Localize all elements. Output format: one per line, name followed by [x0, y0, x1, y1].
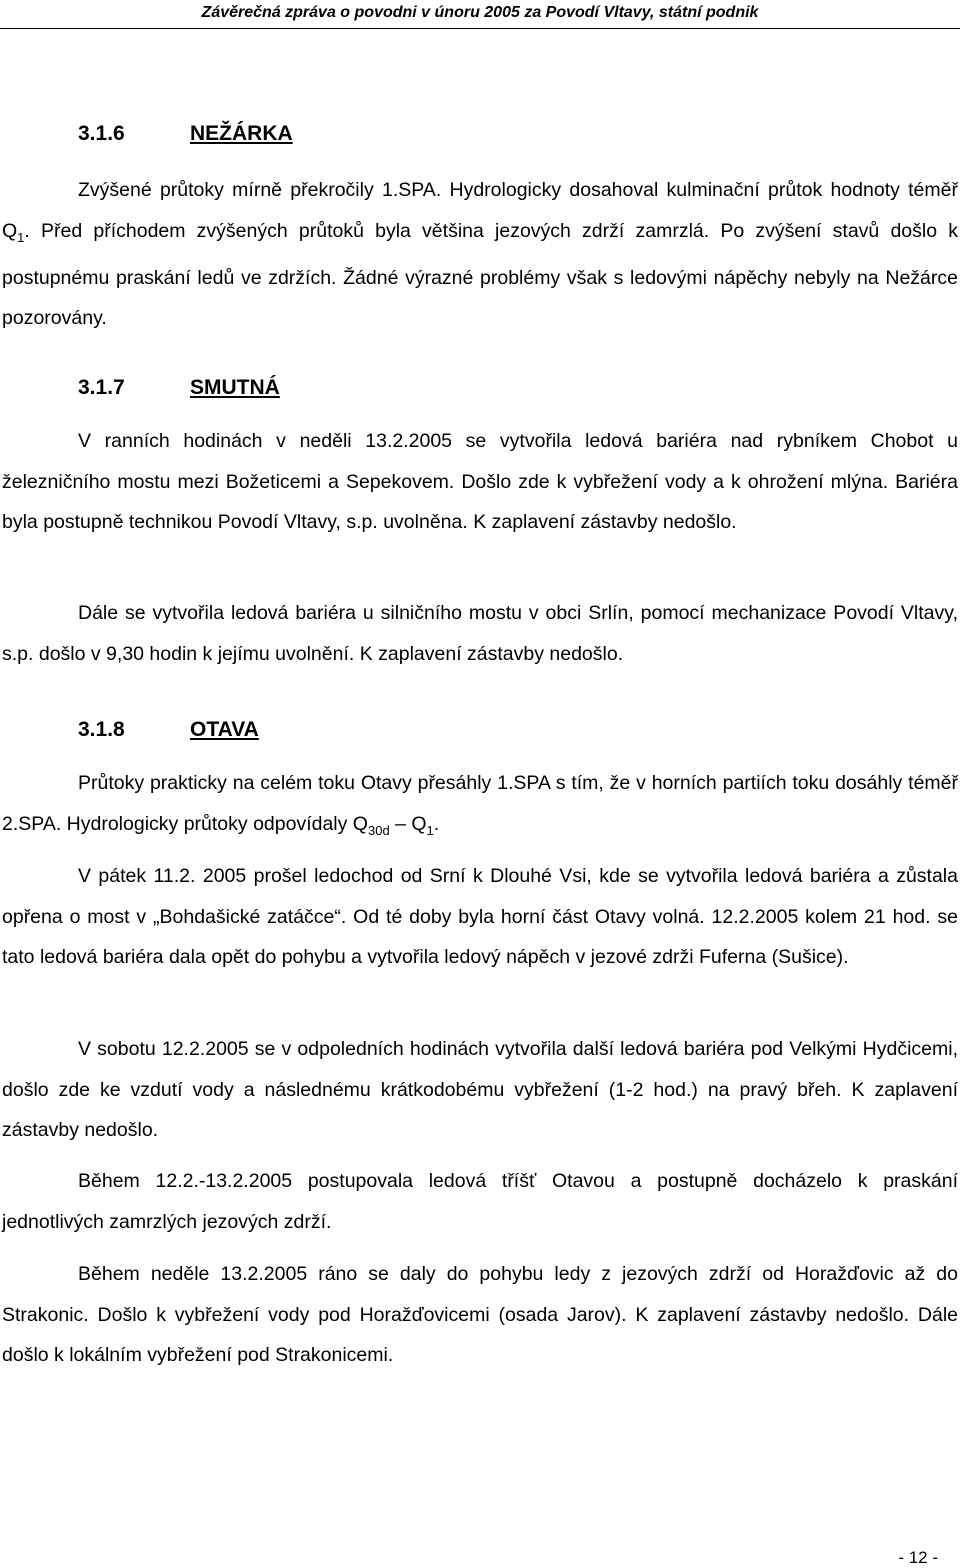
section-heading-smutna: [78, 375, 280, 401]
paragraph: Průtoky prakticky na celém toku Otavy přesáhly 1.SPA s tím, že v horních partiích toku dosáhly téměř 2.SPA. Hydrologicky průtoky odpovídaly $Q_{30d} - Q_1$.: [2, 772, 958, 838]
section-number: 3.1.7: [78, 376, 125, 399]
paragraph: V sobotu 12.2.2005 se v odpoledních hodinách vytvořila další ledová bariéra pod Velkými Hydčicemi, došlo zde ke vzdutí vody a následnému krátkodobému vybřežení (1-2 hod.) na pravý břeh. K zaplavení zástavby nedošlo.: [2, 1038, 958, 1141]
page-number: - 12 -: [898, 1548, 938, 1567]
section-number: 3.1.8: [78, 718, 125, 741]
paragraph: Během neděle 13.2.2005 ráno se daly do pohybu ledy z jezových zdrží od Horažďovic až do Strakonic. Došlo k vybřežení vody pod Horažďovicemi (osada Jarov). K zaplavení zástavby nedošlo. Dále došlo k lokálním vybřežení pod Strakonicemi.: [2, 1263, 958, 1366]
paragraph: Dále se vytvořila ledová bariéra u silničního mostu v obci Srlín, pomocí mechanizace Povodí Vltavy, s.p. došlo v 9,30 hodin k jejímu uvolnění. K zaplavení zástavby nedošlo.: [2, 602, 958, 665]
running-header: Závěrečná zpráva o povodni v únoru 2005 za Povodí Vltavy, státní podnik: [201, 4, 759, 21]
section-number: 3.1.6: [78, 122, 125, 145]
section-heading-otava: [78, 717, 259, 743]
section-title: OTAVA: [190, 718, 259, 741]
section-title: SMUTNÁ: [190, 376, 280, 399]
section-heading-nezarka: [78, 121, 293, 147]
section-title: NEŽÁRKA: [190, 122, 293, 145]
paragraph: Zvýšené průtoky mírně překročily 1.SPA. Hydrologicky dosahoval kulminační průtok hodnoty téměř $Q_1$. Před příchodem zvýšených průtoků byla většina jezových zdrží zamrzlá. Po zvýšení stavů došlo k postupnému praskání ledů ve zdržích. Žádné výrazné problémy však s ledovými nápěchy nebyly na Nežárce pozorovány.: [2, 179, 958, 330]
paragraph: Během 12.2.-13.2.2005 postupovala ledová tříšť Otavou a postupně docházelo k praskání jednotlivých zamrzlých jezových zdrží.: [2, 1170, 958, 1233]
paragraph: V ranních hodinách v neděli 13.2.2005 se vytvořila ledová bariéra nad rybníkem Chobot u železničního mostu mezi Božeticemi a Sepekovem. Došlo zde k vybřežení vody a k ohrožení mlýna. Bariéra byla postupně technikou Povodí Vltavy, s.p. uvolněna. K zaplavení zástavby nedošlo.: [2, 430, 958, 533]
paragraph: V pátek 11.2. 2005 prošel ledochod od Srní k Dlouhé Vsi, kde se vytvořila ledová bariéra a zůstala opřena o most v „Bohdašické zatáčce“. Od té doby byla horní část Otavy volná. 12.2.2005 kolem 21 hod. se tato ledová bariéra dala opět do pohybu a vytvořila ledový nápěch v jezové zdrži Fuferna (Sušice).: [2, 865, 958, 968]
header-rule: [0, 28, 960, 29]
